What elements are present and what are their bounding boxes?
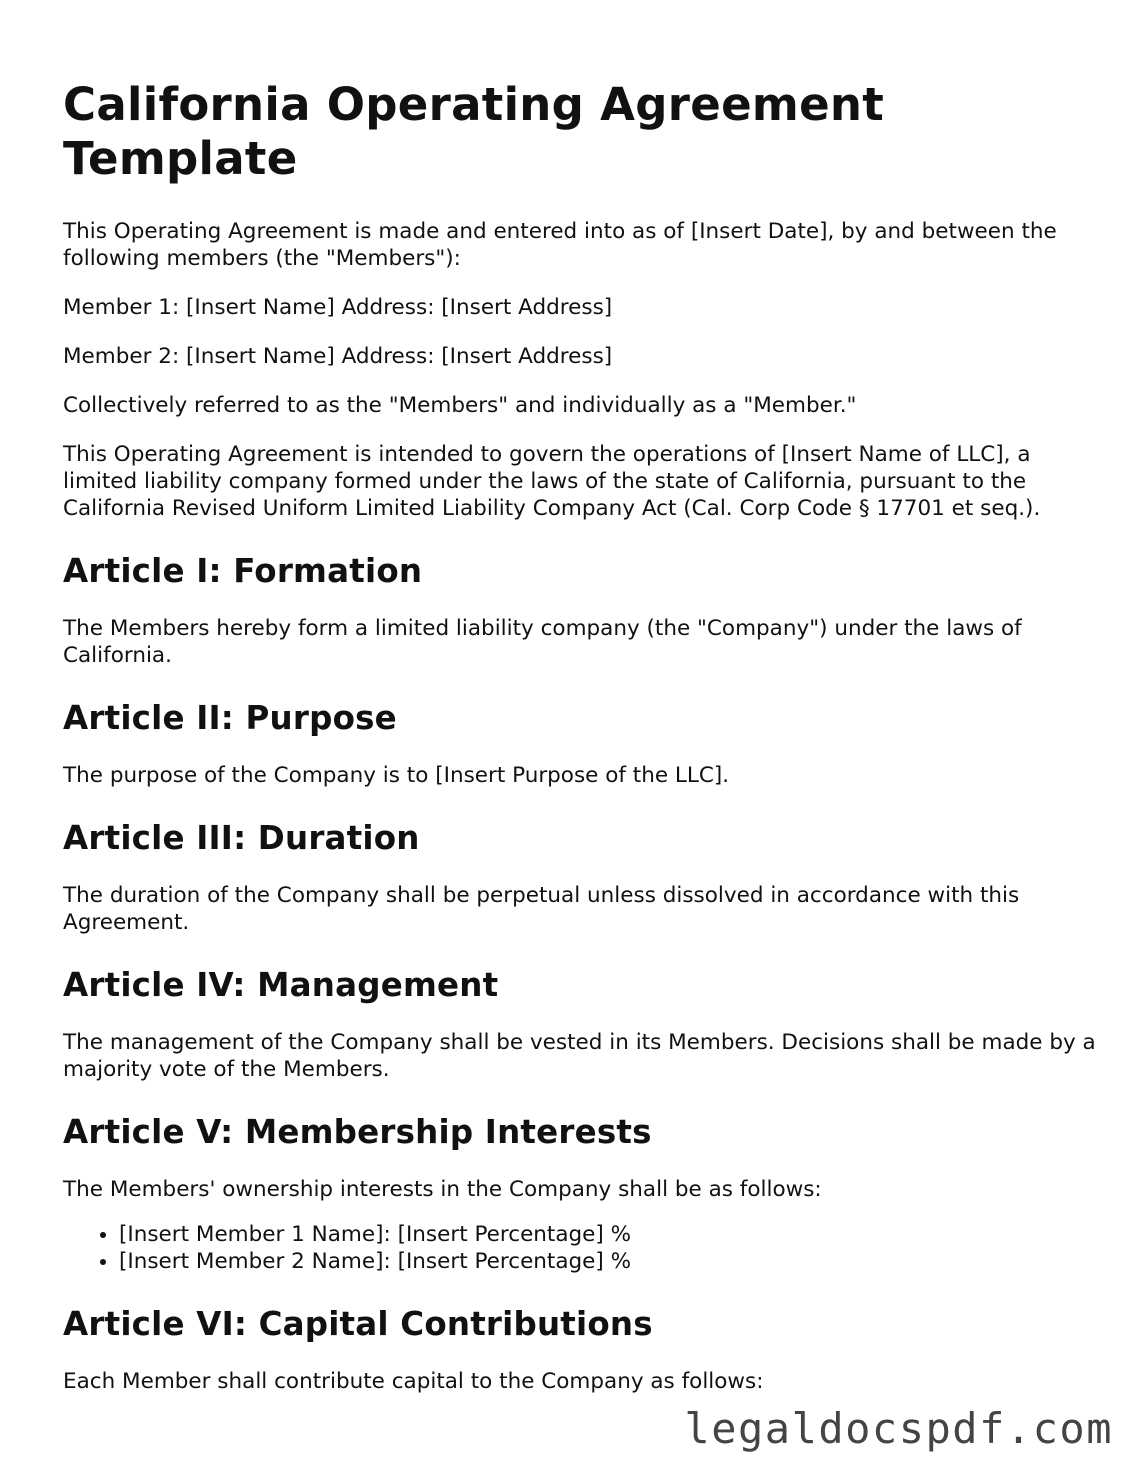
member-1-line: Member 1: [Insert Name] Address: [Insert Address]: [63, 295, 613, 320]
article-body: The Members hereby form a limited liability company (the "Company") under the laws of California.: [63, 616, 1022, 668]
document-page: [63, 78, 1103, 1417]
article-formation: [63, 551, 1103, 669]
article-body: The management of the Company shall be vested in its Members. Decisions shall be made by a majority vote of the Members.: [63, 1030, 1096, 1082]
article-heading: Article III: Duration: [63, 819, 420, 857]
article-heading: Article IV: Management: [63, 966, 499, 1004]
collective-reference: Collectively referred to as the "Members" and individually as a "Member.": [63, 393, 857, 418]
article-heading: Article II: Purpose: [63, 699, 397, 737]
governing-law-paragraph: This Operating Agreement is intended to govern the operations of [Insert Name of LLC], a limited liability company formed under the laws of the state of California, pursuant to the California Revised Uniform Limited Liability Company Act (Cal. Corp Code § 17701 et seq.).: [63, 442, 1041, 521]
site-watermark: legaldocspdf.com: [684, 1404, 1113, 1453]
article-heading: Article VI: Capital Contributions: [63, 1305, 653, 1343]
page-title: California Operating Agreement Template: [63, 78, 885, 185]
member-2-line: Member 2: [Insert Name] Address: [Insert Address]: [63, 344, 613, 369]
article-purpose: [63, 698, 1103, 789]
membership-interest-list: [63, 1221, 1103, 1275]
article-heading: Article V: Membership Interests: [63, 1113, 652, 1151]
article-body: The purpose of the Company is to [Insert Purpose of the LLC].: [63, 763, 730, 788]
article-body: The Members' ownership interests in the Company shall be as follows:: [63, 1177, 822, 1202]
list-item: • [Insert Member 1 Name]: [Insert Percentage] %: [119, 1221, 1103, 1248]
article-body: The duration of the Company shall be perpetual unless dissolved in accordance with this Agreement.: [63, 883, 1020, 935]
article-membership-interests: [63, 1112, 1103, 1275]
article-management: [63, 965, 1103, 1083]
article-duration: [63, 818, 1103, 936]
article-body: Each Member shall contribute capital to the Company as follows:: [63, 1369, 764, 1394]
article-heading: Article I: Formation: [63, 552, 423, 590]
article-capital-contributions: [63, 1304, 1103, 1395]
intro-paragraph: This Operating Agreement is made and entered into as of [Insert Date], by and between the following members (the "Members"):: [63, 219, 1057, 271]
list-item: • [Insert Member 2 Name]: [Insert Percentage] %: [119, 1248, 1103, 1275]
